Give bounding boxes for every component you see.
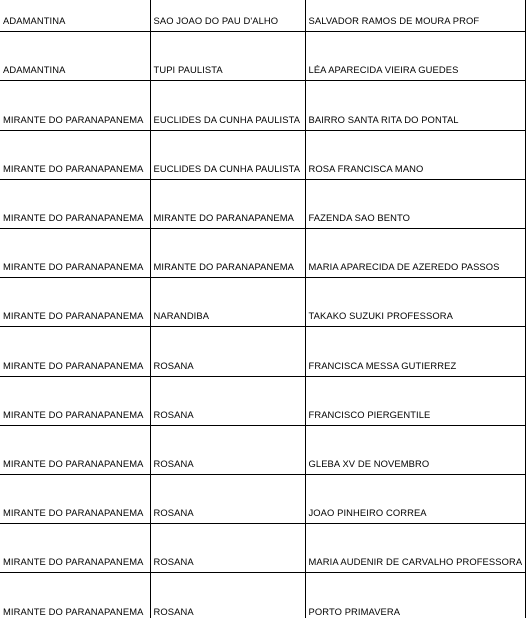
diretoria-cell[interactable]: ADAMANTINA: [0, 0, 150, 32]
escola-cell[interactable]: MARIA AUDENIR DE CARVALHO PROFESSORA: [305, 524, 525, 573]
escola-cell[interactable]: FRANCISCA MESSA GUTIERREZ: [305, 327, 525, 376]
table-row: [0, 32, 525, 81]
diretoria-cell[interactable]: MIRANTE DO PARANAPANEMA: [0, 474, 150, 523]
table-row: [0, 179, 525, 228]
diretoria-cell[interactable]: MIRANTE DO PARANAPANEMA: [0, 81, 150, 130]
diretoria-cell[interactable]: MIRANTE DO PARANAPANEMA: [0, 179, 150, 228]
municipio-cell[interactable]: ROSANA: [150, 376, 305, 425]
table-row: [0, 474, 525, 523]
escola-cell[interactable]: BAIRRO SANTA RITA DO PONTAL: [305, 81, 525, 130]
escola-cell[interactable]: GLEBA XV DE NOVEMBRO: [305, 425, 525, 474]
escola-cell[interactable]: SALVADOR RAMOS DE MOURA PROF: [305, 0, 525, 32]
diretoria-cell[interactable]: MIRANTE DO PARANAPANEMA: [0, 425, 150, 474]
municipio-cell[interactable]: EUCLIDES DA CUNHA PAULISTA: [150, 130, 305, 179]
table-row: [0, 81, 525, 130]
table-row: [0, 524, 525, 573]
escola-cell[interactable]: FRANCISCO PIERGENTILE: [305, 376, 525, 425]
table-row: [0, 376, 525, 425]
municipio-cell[interactable]: TUPI PAULISTA: [150, 32, 305, 81]
escola-cell[interactable]: FAZENDA SAO BENTO: [305, 179, 525, 228]
escola-cell[interactable]: LÉA APARECIDA VIEIRA GUEDES: [305, 32, 525, 81]
diretoria-cell[interactable]: MIRANTE DO PARANAPANEMA: [0, 327, 150, 376]
municipio-cell[interactable]: ROSANA: [150, 474, 305, 523]
diretoria-cell[interactable]: MIRANTE DO PARANAPANEMA: [0, 376, 150, 425]
diretoria-cell[interactable]: MIRANTE DO PARANAPANEMA: [0, 573, 150, 618]
escola-cell[interactable]: MARIA APARECIDA DE AZEREDO PASSOS: [305, 228, 525, 277]
table-row: [0, 228, 525, 277]
diretoria-cell[interactable]: MIRANTE DO PARANAPANEMA: [0, 228, 150, 277]
municipio-cell[interactable]: SAO JOAO DO PAU D'ALHO: [150, 0, 305, 32]
diretoria-cell[interactable]: ADAMANTINA: [0, 32, 150, 81]
municipio-cell[interactable]: MIRANTE DO PARANAPANEMA: [150, 179, 305, 228]
escola-cell[interactable]: TAKAKO SUZUKI PROFESSORA: [305, 278, 525, 327]
municipio-cell[interactable]: NARANDIBA: [150, 278, 305, 327]
municipio-cell[interactable]: ROSANA: [150, 573, 305, 618]
municipio-cell[interactable]: MIRANTE DO PARANAPANEMA: [150, 228, 305, 277]
municipio-cell[interactable]: ROSANA: [150, 327, 305, 376]
municipio-cell[interactable]: ROSANA: [150, 524, 305, 573]
table-row: [0, 278, 525, 327]
diretoria-cell[interactable]: MIRANTE DO PARANAPANEMA: [0, 130, 150, 179]
escola-cell[interactable]: ROSA FRANCISCA MANO: [305, 130, 525, 179]
diretoria-cell[interactable]: MIRANTE DO PARANAPANEMA: [0, 278, 150, 327]
escola-cell[interactable]: PORTO PRIMAVERA: [305, 573, 525, 618]
table-row: [0, 573, 525, 618]
table-row: [0, 0, 525, 32]
municipio-cell[interactable]: ROSANA: [150, 425, 305, 474]
municipio-cell[interactable]: EUCLIDES DA CUNHA PAULISTA: [150, 81, 305, 130]
table-row: [0, 425, 525, 474]
table-row: [0, 130, 525, 179]
table-row: [0, 327, 525, 376]
escola-cell[interactable]: JOAO PINHEIRO CORREA: [305, 474, 525, 523]
diretoria-cell[interactable]: MIRANTE DO PARANAPANEMA: [0, 524, 150, 573]
